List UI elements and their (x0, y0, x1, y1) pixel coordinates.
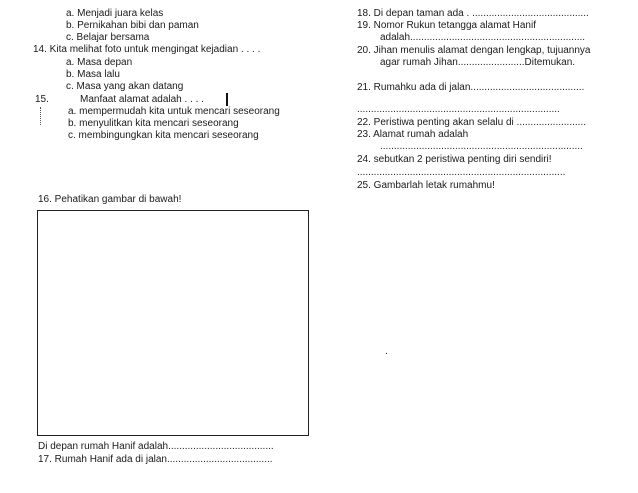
q21-question: 21. Rumahku ada di jalan......................................... (357, 82, 585, 93)
text-cursor (226, 93, 228, 106)
q25-question: 25. Gambarlah letak rumahmu! (357, 180, 495, 191)
q16-question: 16. Pehatikan gambar di bawah! (38, 194, 182, 205)
q19-question: 19. Nomor Rukun tetangga alamat Hanif (357, 20, 536, 31)
q22-question: 22. Peristiwa penting akan selalu di ......................... (357, 117, 586, 128)
q16-picture-frame (37, 210, 309, 436)
stray-dot: . (385, 346, 388, 357)
margin-dotted-line (40, 107, 41, 125)
q14-option-b: b. Masa lalu (66, 69, 120, 80)
q20-continuation: agar rumah Jihan........................Ditemukan. (380, 57, 576, 68)
q13-option-a: a. Menjadi juara kelas (66, 8, 164, 19)
q20-question: 20. Jihan menulis alamat dengan lengkap, tujuannya (357, 45, 591, 56)
q24-continuation: ........................................................................... (357, 167, 566, 178)
q15-option-a: a. mempermudah kita untuk mencari seseorang (68, 106, 280, 117)
q14-option-c: c. Masa yang akan datang (66, 81, 184, 92)
q17-question: 17. Rumah Hanif ada di jalan...................................... (38, 454, 273, 465)
q16-caption: Di depan rumah Hanif adalah...................................... (38, 441, 274, 452)
q21-continuation: ......................................................................... (357, 104, 560, 115)
q24-question: 24. sebutkan 2 peristiwa penting diri sendiri! (357, 154, 552, 165)
q14-option-a: a. Masa depan (66, 57, 133, 68)
q23-question: 23. Alamat rumah adalah (357, 129, 469, 140)
q18-question: 18. Di depan taman ada . .......................................... (357, 8, 589, 19)
q15-option-c: c. membingungkan kita mencari seseorang (68, 130, 259, 141)
q15-number: 15. (35, 94, 49, 105)
q13-option-c: c. Belajar bersama (66, 32, 150, 43)
q15-option-b: b. menyulitkan kita mencari seseorang (68, 118, 239, 129)
q15-question: Manfaat alamat adalah . . . . (80, 94, 204, 105)
q14-question: 14. Kita melihat foto untuk mengingat kejadian . . . . (33, 44, 261, 55)
q13-option-b: b. Pernikahan bibi dan paman (66, 20, 199, 31)
q23-continuation: ......................................................................... (380, 141, 583, 152)
q19-continuation: adalah............................................................... (380, 32, 586, 43)
